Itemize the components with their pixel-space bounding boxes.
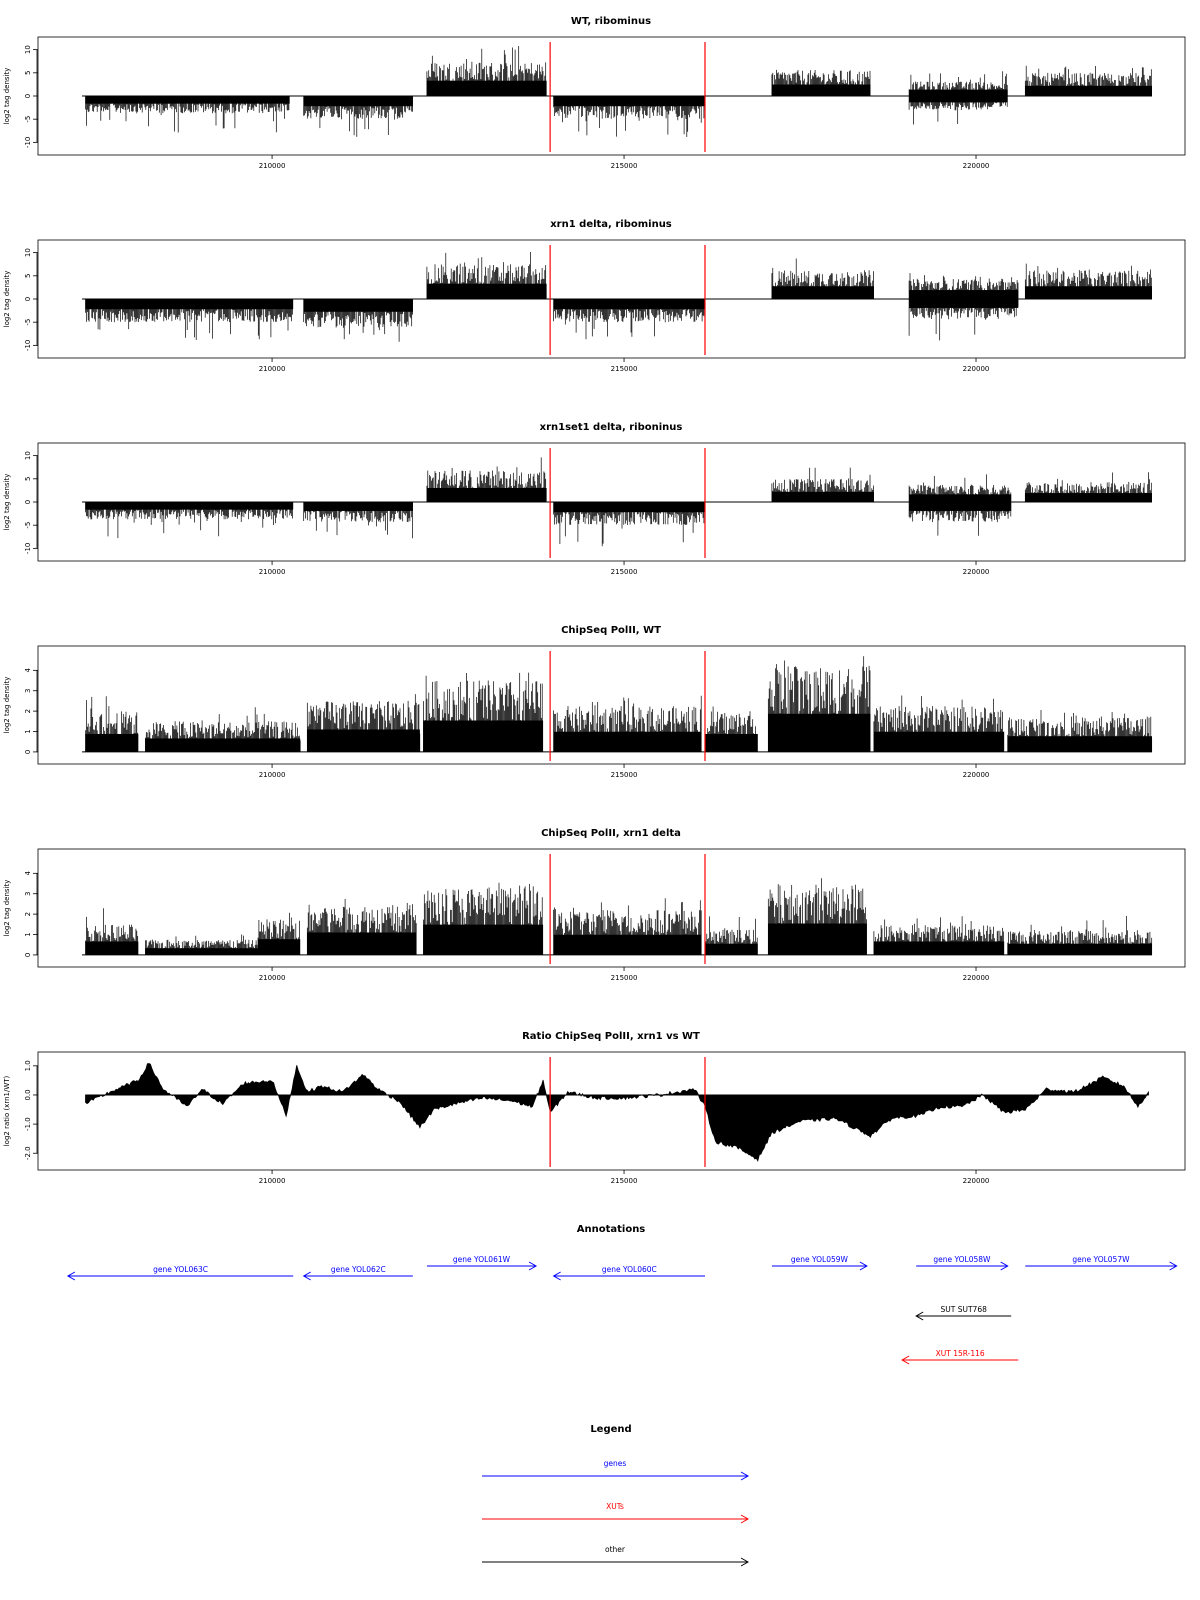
density-bar (86, 696, 138, 752)
data-series (86, 1064, 1149, 1161)
x-tick-label: 215000 (610, 568, 638, 576)
density-bar (1008, 916, 1152, 955)
annotation-feature (902, 1349, 1018, 1364)
x-tick-label: 215000 (610, 1177, 638, 1185)
annotation-feature (304, 1265, 413, 1280)
feature-label: gene YOL060C (601, 1265, 657, 1274)
feature-label: gene YOL058W (933, 1255, 991, 1264)
y-tick-label: -10 (24, 542, 32, 555)
y-axis-label: log2 tag density (3, 676, 11, 734)
density-bar (427, 457, 546, 502)
y-tick-label: 1 (24, 932, 32, 937)
density-bar (554, 299, 705, 339)
density-bar (1025, 264, 1151, 299)
y-tick-label: 5 (24, 476, 32, 482)
chart-panel-3 (3, 422, 1185, 576)
density-bar (427, 252, 546, 299)
y-tick-label: 4 (24, 871, 32, 876)
x-tick-label: 210000 (258, 1177, 286, 1185)
density-bar (705, 707, 757, 752)
y-tick-label: -2.0 (24, 1146, 32, 1161)
data-series (82, 457, 1152, 546)
chart-title: Ratio ChipSeq PolII, xrn1 vs WT (522, 1031, 700, 1042)
legend-item (482, 1545, 748, 1566)
x-tick-label: 215000 (610, 771, 638, 779)
feature-label: gene YOL062C (330, 1265, 386, 1274)
y-tick-label: -5 (24, 115, 32, 123)
chart-title: ChipSeq PolII, WT (561, 625, 661, 636)
density-bar (427, 46, 546, 96)
density-bar (554, 96, 705, 137)
y-tick-label: 2 (24, 708, 32, 714)
feature-label: gene YOL061W (452, 1255, 511, 1264)
density-bar (145, 707, 300, 752)
annotations-title: Annotations (576, 1224, 646, 1235)
chart-title: xrn1set1 delta, riboninus (539, 422, 683, 433)
ratio-area (86, 1064, 1149, 1161)
density-bar (86, 908, 138, 955)
density-bar (86, 96, 289, 133)
legend-label: other (605, 1545, 625, 1554)
x-tick-label: 210000 (258, 162, 286, 170)
annotation-feature (772, 1255, 867, 1270)
density-bar (705, 916, 757, 955)
x-tick-label: 220000 (962, 162, 990, 170)
y-tick-label: 0 (24, 93, 32, 99)
y-tick-label: 1.0 (24, 1060, 32, 1072)
y-tick-label: 5 (24, 273, 32, 279)
x-tick-label: 220000 (962, 568, 990, 576)
density-bar (554, 502, 705, 546)
x-tick-label: 215000 (610, 974, 638, 982)
y-tick-label: -5 (24, 318, 32, 326)
annotation-feature (427, 1255, 536, 1270)
feature-label: gene YOL059W (790, 1255, 848, 1264)
x-tick-label: 210000 (258, 365, 286, 373)
x-tick-label: 210000 (258, 568, 286, 576)
y-tick-label: 0 (24, 296, 32, 302)
y-tick-label: -1.0 (24, 1117, 32, 1131)
chart-panel-6 (3, 1031, 1185, 1185)
x-tick-label: 220000 (962, 1177, 990, 1185)
x-tick-label: 220000 (962, 365, 990, 373)
y-tick-label: 10 (24, 248, 32, 258)
data-series (82, 656, 1152, 752)
annotation-feature (68, 1265, 293, 1280)
y-axis-label: log2 tag density (3, 67, 11, 125)
chart-panel-5 (3, 828, 1185, 982)
y-tick-label: 10 (24, 451, 32, 461)
y-tick-label: 4 (24, 668, 32, 673)
y-tick-label: 3 (24, 688, 32, 693)
y-tick-label: 0.0 (24, 1089, 32, 1101)
data-series (82, 252, 1152, 342)
y-tick-label: 0 (24, 749, 32, 755)
annotations-panel (68, 1224, 1177, 1364)
density-bar (423, 673, 542, 752)
x-tick-label: 220000 (962, 974, 990, 982)
annotation-feature (916, 1305, 1011, 1320)
y-tick-label: 10 (24, 45, 32, 55)
x-tick-label: 210000 (258, 974, 286, 982)
legend-item (482, 1502, 748, 1523)
y-tick-label: 2 (24, 911, 32, 917)
feature-label: XUT 15R-116 (935, 1349, 985, 1358)
chart-title: ChipSeq PolII, xrn1 delta (541, 828, 681, 839)
y-tick-label: -10 (24, 136, 32, 149)
annotation-feature (554, 1265, 705, 1280)
density-bar (423, 883, 542, 955)
density-bar (1025, 472, 1151, 502)
y-tick-label: -10 (24, 339, 32, 352)
legend-panel (482, 1424, 748, 1566)
x-tick-label: 215000 (610, 162, 638, 170)
data-series (82, 878, 1152, 955)
legend-title: Legend (590, 1424, 632, 1435)
legend-label: XUTs (606, 1502, 624, 1511)
density-bar (1008, 710, 1152, 752)
density-bar (1025, 66, 1151, 96)
y-tick-label: 1 (24, 729, 32, 734)
chart-panel-2 (3, 219, 1185, 373)
x-tick-label: 210000 (258, 771, 286, 779)
legend-label: genes (603, 1459, 627, 1468)
x-tick-label: 220000 (962, 771, 990, 779)
density-bar (258, 913, 299, 955)
annotation-feature (1025, 1255, 1176, 1270)
y-tick-label: 5 (24, 70, 32, 76)
data-series (82, 46, 1152, 137)
feature-label: SUT SUT768 (940, 1305, 987, 1314)
x-tick-label: 215000 (610, 365, 638, 373)
chart-title: xrn1 delta, ribominus (550, 219, 672, 230)
chart-panel-4 (3, 625, 1185, 779)
y-tick-label: -5 (24, 521, 32, 529)
chart-title: WT, ribominus (570, 16, 652, 27)
y-axis-label: log2 ratio (xrn1/WT) (3, 1075, 11, 1147)
chart-panel-1 (3, 16, 1185, 170)
y-axis-label: log2 tag density (3, 270, 11, 328)
annotation-feature (916, 1255, 1008, 1270)
chart-panels (3, 16, 1185, 1185)
y-tick-label: 3 (24, 891, 32, 896)
y-axis-label: log2 tag density (3, 879, 11, 937)
y-axis-label: log2 tag density (3, 473, 11, 531)
y-tick-label: 0 (24, 952, 32, 958)
feature-label: gene YOL057W (1072, 1255, 1130, 1264)
legend-item (482, 1459, 748, 1480)
y-tick-label: 0 (24, 499, 32, 505)
feature-label: gene YOL063C (153, 1265, 209, 1274)
